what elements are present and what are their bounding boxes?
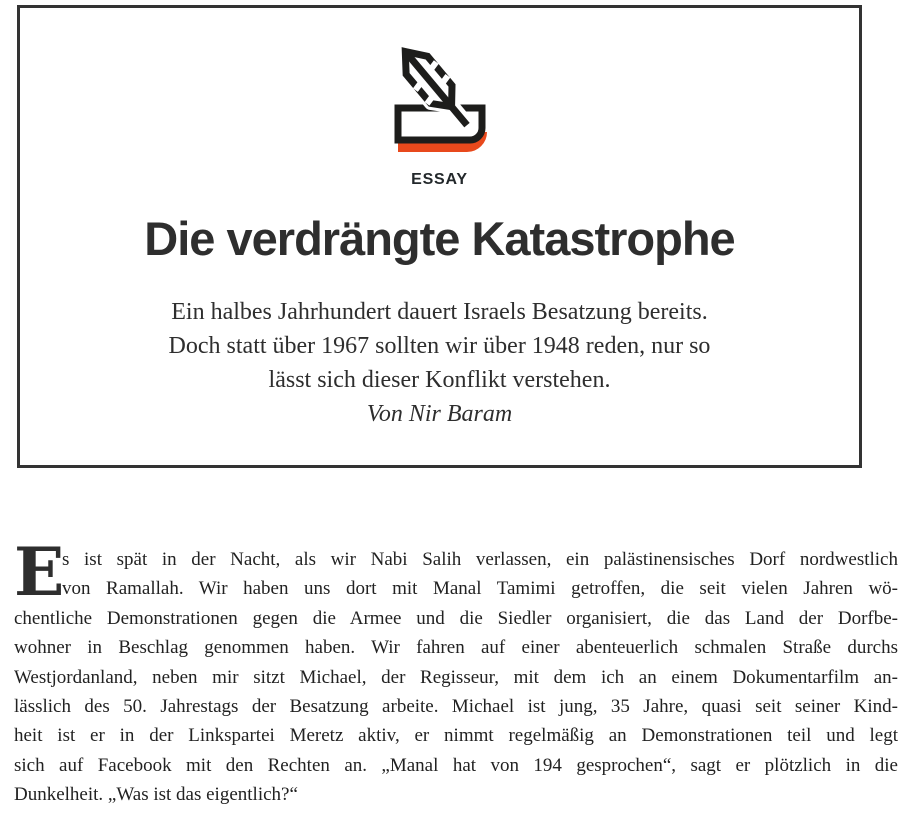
body-line: chentliche Demonstrationen gegen die Armee und die Siedler organisiert, die das Land der Dorfbe- — [14, 607, 898, 629]
essay-quill-icon — [393, 45, 487, 153]
subtitle-line: lässt sich dieser Konflikt verstehen. — [268, 367, 611, 393]
kicker-label: ESSAY — [411, 171, 468, 188]
body-line: sich auf Facebook mit den Rechten an. „Manal hat von 194 gesprochen“, sagt er plötzlich in die — [14, 754, 898, 776]
body-line: Dunkelheit. „Was ist das eigentlich?“ — [14, 784, 298, 806]
body-line: wohner in Beschlag genommen haben. Wir fahren auf einer abenteuerlich schmalen Straße durchs — [14, 637, 898, 659]
article-title: Die verdrängte Katastrophe — [144, 212, 735, 265]
article-subtitle — [20, 295, 859, 397]
subtitle-line: Ein halbes Jahrhundert dauert Israels Besatzung bereits. — [171, 299, 708, 325]
article-header-box — [17, 5, 862, 468]
drop-cap: E — [14, 533, 65, 611]
article-body — [14, 533, 898, 810]
body-line: s ist spät in der Nacht, als wir Nabi Salih verlassen, ein palästinensisches Dorf nordwestlich — [62, 549, 898, 570]
body-line: Westjordanland, neben mir sitzt Michael, der Regisseur, mit dem ich an einem Dokumentarfilm an- — [14, 666, 898, 688]
body-line: heit ist er in der Linkspartei Meretz aktiv, er nimmt regelmäßig an Demonstrationen teil und legt — [14, 725, 898, 747]
byline: Von Nir Baram — [366, 401, 513, 427]
body-line: lässlich des 50. Jahrestags der Besatzung arbeite. Michael ist jung, 35 Jahre, quasi seit seiner Kind- — [14, 696, 898, 718]
subtitle-line: Doch statt über 1967 sollten wir über 1948 reden, nur so — [168, 333, 711, 359]
icon-paper — [398, 108, 482, 140]
body-line: von Ramallah. Wir haben uns dort mit Manal Tamimi getroffen, die seit vielen Jahren wö- — [62, 578, 898, 600]
